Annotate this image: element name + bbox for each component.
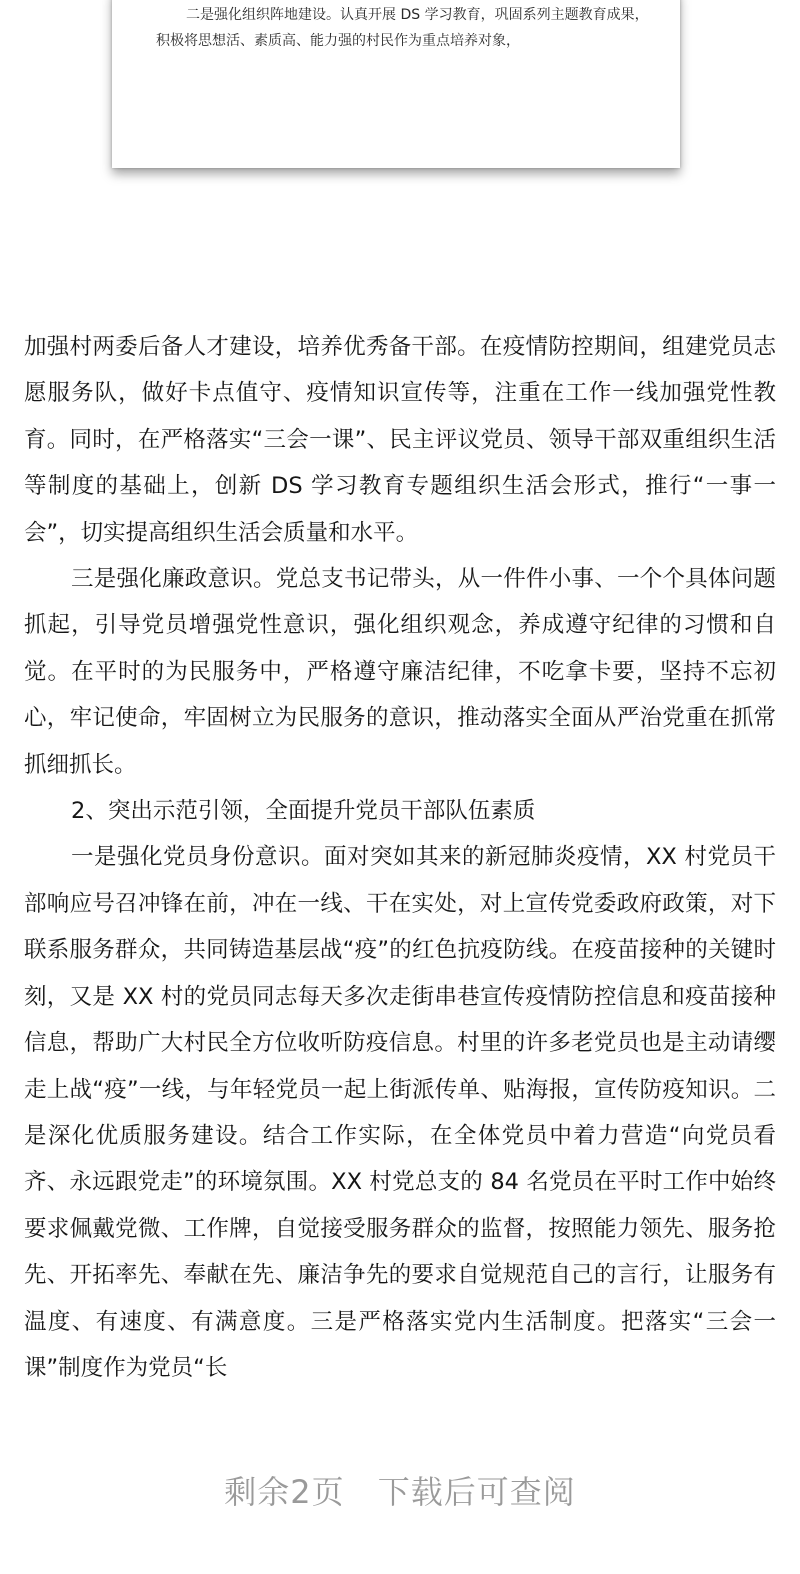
remaining-pages-text: 剩余2页 <box>224 1473 345 1511</box>
preview-text: 二是强化组织阵地建设。认真开展 DS 学习教育，巩固系列主题教育成果，积极将思想活、素质高、能力强的村民作为重点培养对象， <box>156 7 649 49</box>
preview-card <box>112 0 680 168</box>
download-to-read-text: 下载后可查阅 <box>377 1473 576 1511</box>
paragraph-identity: 一是强化党员身份意识。面对突如其来的新冠肺炎疫情，XX 村党员干部响应号召冲锋在前，冲在一线、干在实处，对上宣传党委政府政策，对下联系服务群众，共同铸造基层战“疫”的红色抗疫防线。在疫苗接种的关键时刻，又是 XX 村的党员同志每天多次走街串巷宣传疫情防控信息和疫苗接种信息，帮助广大村民全方位收听防疫信息。村里的许多老党员也是主动请缨走上战“疫”一线，与年轻党员一起上街派传单、贴海报，宣传防疫知识。二是深化优质服务建设。结合工作实际，在全体党员中着力营造“向党员看齐、永远跟党走”的环境氛围。XX 村党总支的 84 名党员在平时工作中始终要求佩戴党微、工作牌，自觉接受服务群众的监督，按照能力领先、服务抢先、开拓率先、奉献在先、廉洁争先的要求自觉规范自己的言行，让服务有温度、有速度、有满意度。三是严格落实党内生活制度。把落实“三会一课”制度作为党员“长 <box>24 844 776 1381</box>
section-heading: 2、突出示范引领，全面提升党员干部队伍素质 <box>71 798 536 825</box>
document-body <box>24 324 776 1391</box>
paragraph-integrity: 三是强化廉政意识。党总支书记带头，从一件件小事、一个个具体问题抓起，引导党员增强党性意识，强化组织观念，养成遵守纪律的习惯和自觉。在平时的为民服务中，严格遵守廉洁纪律，不吃拿卡要，坚持不忘初心，牢记使命，牢固树立为民服务的意识，推动落实全面从严治党重在抓常抓细抓长。 <box>24 566 776 778</box>
download-notice[interactable] <box>0 1464 800 1520</box>
paragraph-continuation: 加强村两委后备人才建设，培养优秀备干部。在疫情防控期间，组建党员志愿服务队，做好卡点值守、疫情知识宣传等，注重在工作一线加强党性教育。同时，在严格落实“三会一课”、民主评议党员、领导干部双重组织生活等制度的基础上，创新 DS 学习教育专题组织生活会形式，推行“一事一会”，切实提高组织生活会质量和水平。 <box>24 334 776 546</box>
